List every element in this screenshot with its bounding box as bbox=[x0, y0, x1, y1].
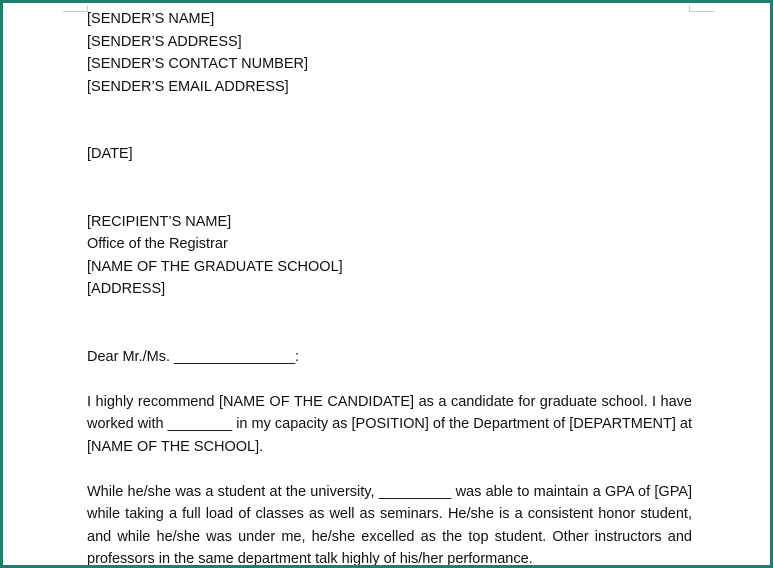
recipient-address: [ADDRESS] bbox=[87, 281, 166, 297]
recipient-school: [NAME OF THE GRADUATE SCHOOL] bbox=[87, 258, 343, 275]
letter-date: [DATE] bbox=[87, 146, 133, 162]
salutation: Dear Mr./Ms. _______________: bbox=[87, 348, 299, 365]
recipient-office: Office of the Registrar bbox=[87, 236, 228, 252]
sender-address: [SENDER’S ADDRESS] bbox=[87, 33, 242, 50]
document-page bbox=[6, 6, 773, 568]
paragraph-recommendation: I highly recommend [NAME OF THE CANDIDATE] as a candidate for graduate school. I have worked with ________ in my capacity as [POSITION] of the Department of [DEPARTMENT] at [NAME OF THE SCHOOL]. bbox=[87, 393, 692, 455]
paragraph-academic-performance: While he/she was a student at the university, _________ was able to maintain a GPA of [GPA] while taking a full load of classes as well as seminars. He/she is a consistent honor student, and while he/she was under me, he/she excelled as the top student. Other instructors and professors in the same department talk highly of his/her performance. bbox=[87, 483, 692, 567]
sender-email-address: [SENDER’S EMAIL ADDRESS] bbox=[87, 78, 289, 95]
sender-contact-number: [SENDER’S CONTACT NUMBER] bbox=[87, 56, 309, 72]
recipient-block bbox=[87, 211, 692, 301]
margin-corner-mark-left bbox=[63, 5, 88, 12]
recipient-name: [RECIPIENT’S NAME] bbox=[87, 213, 232, 230]
sender-block bbox=[87, 8, 692, 98]
margin-corner-mark-right bbox=[689, 5, 714, 12]
letter-body bbox=[87, 8, 692, 568]
sender-name: [SENDER’S NAME] bbox=[87, 11, 215, 27]
